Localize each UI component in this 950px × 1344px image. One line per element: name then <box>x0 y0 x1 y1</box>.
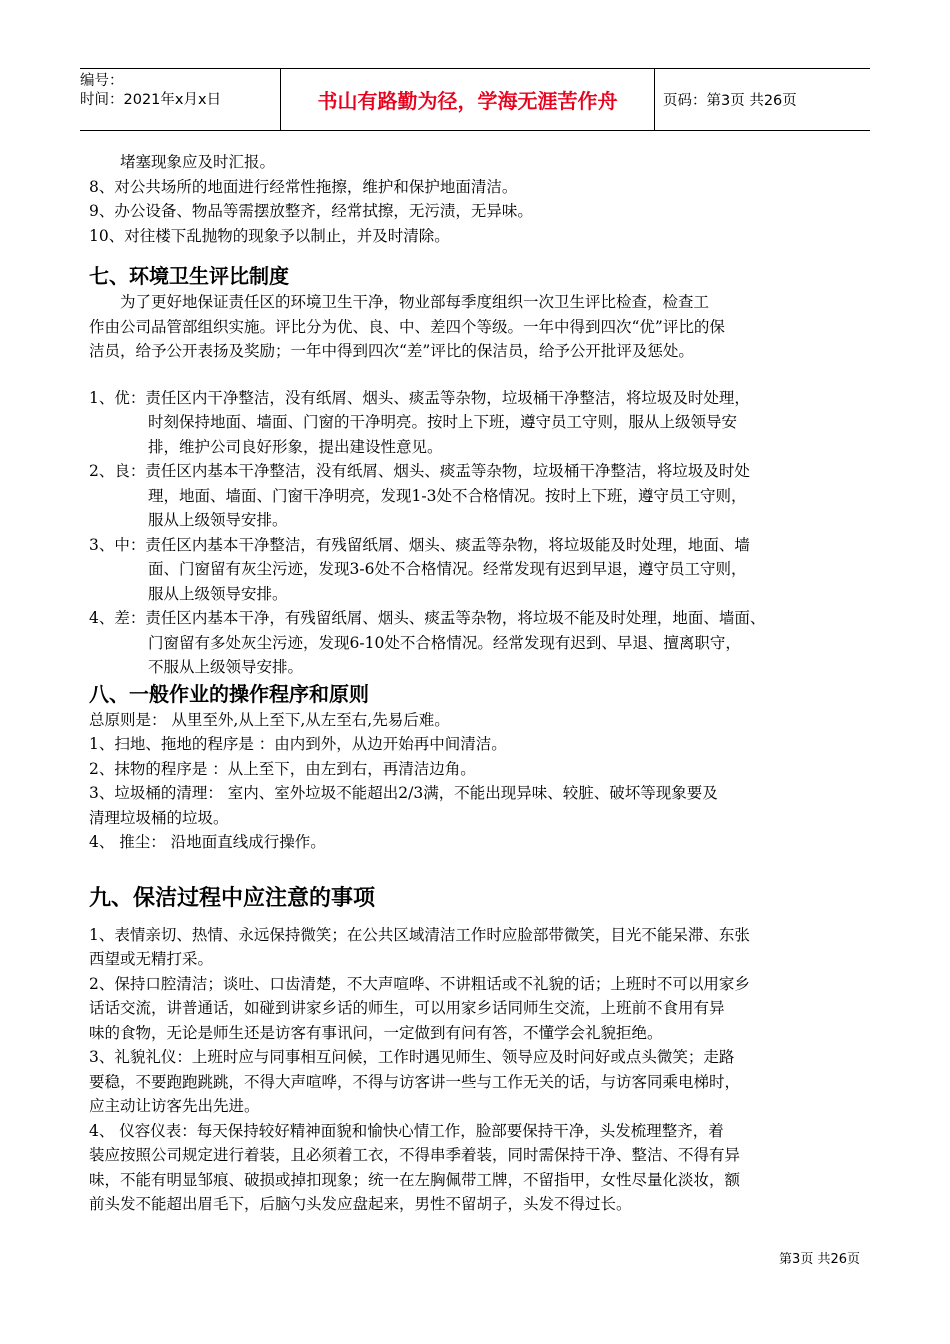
document-body <box>89 150 864 1217</box>
text-line: 总原则是： 从里至外,从上至下,从左至右,先易后难。 <box>89 710 450 729</box>
text-line: 8、对公共场所的地面进行经常性拖擦，维护和保护地面清洁。 <box>89 177 518 196</box>
text-line: 2、抹物的程序是 ：从上至下，由左到右，再清洁边角。 <box>89 759 476 778</box>
text-line: 堵塞现象应及时汇报。 <box>120 153 276 171</box>
text-line: 4、 仪容仪表：每天保持较好精神面貌和愉快心情工作，脸部要保持干净，头发梳理整齐，着 <box>89 1121 724 1140</box>
header-page: 页码：第3页 共26页 <box>663 93 797 109</box>
text-line: 1、扫地、拖地的程序是 ：由内到外，从边开始再中间清洁。 <box>89 735 507 753</box>
grade-line: 服从上级领导安排。 <box>148 511 288 529</box>
grade-line: 服从上级领导安排。 <box>148 584 288 603</box>
section-7-title: 七、环境卫生评比制度 <box>89 264 289 288</box>
text-line: 1、表情亲切、热情、永远保持微笑；在公共区域清洁工作时应脸部带微笑，目光不能呆滞、东张 <box>89 925 750 944</box>
text-line: 清理垃圾桶的垃圾。 <box>89 808 229 827</box>
grade-line: 理，地面、墙面、门窗干净明亮，发现1-3处不合格情况。按时上下班，遵守员工守则， <box>148 486 747 505</box>
grade-line: 排，维护公司良好形象，提出建设性意见。 <box>148 437 443 456</box>
grade-line: 门窗留有多处灰尘污迹，发现6-10处不合格情况。经常发现有迟到、早退、擅离职守， <box>148 633 741 652</box>
header-motto: 书山有路勤为径，学海无涯苦作舟 <box>280 69 655 130</box>
text-line: 4、 推尘： 沿地面直线成行操作。 <box>89 833 326 851</box>
grade-line: 3、中：责任区内基本干净整洁，有残留纸屑、烟头、痰盂等杂物，将垃圾能及时处理，地面、墙 <box>89 535 750 554</box>
text-line: 话话交流，讲普通话，如碰到讲家乡话的师生，可以用家乡话同师生交流，上班前不食用有异 <box>89 999 725 1017</box>
grade-line: 时刻保持地面、墙面、门窗的干净明亮。按时上下班，遵守员工守则，服从上级领导安 <box>148 413 738 431</box>
text-line: 应主动让访客先出先进。 <box>89 1097 260 1115</box>
grade-line: 2、良：责任区内基本干净整洁，没有纸屑、烟头、痰盂等杂物，垃圾桶干净整洁，将垃圾及时处 <box>89 462 750 480</box>
header-number: 编号： <box>80 73 124 89</box>
text-line: 3、垃圾桶的清理： 室内、室外垃圾不能超出2/3满，不能出现异味、较脏、破坏等现象要及 <box>89 784 718 802</box>
grade-line: 面、门窗留有灰尘污迹，发现3-6处不合格情况。经常发现有迟到早退，遵守员工守则， <box>148 560 747 578</box>
text-line: 味的食物，无论是师生还是访客有事讯问，一定做到有问有答，不懂学会礼貌拒绝。 <box>89 1023 663 1042</box>
text-line: 2、保持口腔清洁；谈吐、口齿清楚，不大声喧哗、不讲粗话或不礼貌的话；上班时不可以用家乡 <box>89 974 750 993</box>
grade-line: 1、优：责任区内干净整洁，没有纸屑、烟头、痰盂等杂物，垃圾桶干净整洁，将垃圾及时处理， <box>89 388 750 407</box>
grade-line: 不服从上级领导安排。 <box>148 658 304 676</box>
text-line: 前头发不能超出眉毛下，后脑勺头发应盘起来，男性不留胡子，头发不得过长。 <box>89 1195 632 1213</box>
header-time: 时间：2021年x月x日 <box>80 92 222 108</box>
section-9-title: 九、保洁过程中应注意的事项 <box>89 885 376 911</box>
text-line: 洁员，给予公开表扬及奖励；一年中得到四次“差”评比的保洁员，给予公开批评及惩处。 <box>89 342 694 360</box>
text-line: 味，不能有明显邹痕、破损或掉扣现象；统一在左胸佩带工牌，不留指甲，女性尽量化淡妆，额 <box>89 1170 741 1189</box>
text-line: 要稳，不要跑跑跳跳，不得大声喧哗，不得与访客讲一些与工作无关的话，与访客同乘电梯时， <box>89 1072 741 1091</box>
text-line: 装应按照公司规定进行着装，且必须着工衣，不得串季着装，同时需保持干净、整洁、不得有异 <box>89 1146 741 1164</box>
grade-line: 4、差：责任区内基本干净，有残留纸屑、烟头、痰盂等杂物，将垃圾不能及时处理，地面、墙面、 <box>89 609 766 627</box>
page-footer: 第3页 共26页 <box>779 1252 860 1267</box>
text-line: 作由公司品管部组织实施。评比分为优、良、中、差四个等级。一年中得到四次“优”评比的保 <box>89 317 725 336</box>
section-8-title: 八、一般作业的操作程序和原则 <box>89 681 369 706</box>
header-meta <box>80 69 280 130</box>
text-line: 为了更好地保证责任区的环境卫生干净，物业部每季度组织一次卫生评比检查，检查工 <box>120 293 710 311</box>
page-header <box>80 68 870 131</box>
text-line: 10、对往楼下乱抛物的现象予以制止，并及时清除。 <box>89 226 450 245</box>
text-line: 3、礼貌礼仪：上班时应与同事相互问候，工作时遇见师生、领导应及时问好或点头微笑；走路 <box>89 1048 735 1066</box>
text-line: 西望或无精打采。 <box>89 950 214 968</box>
text-line: 9、办公设备、物品等需摆放整齐，经常拭擦，无污渍，无异味。 <box>89 202 533 220</box>
